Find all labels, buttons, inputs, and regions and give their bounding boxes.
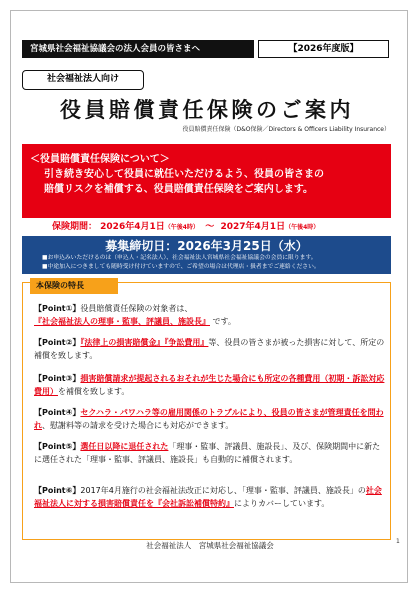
feature-point-5 [34,440,386,466]
deadline-text: 募集締切日：2026年3月25日（水） [105,239,308,253]
point-text: 「理事・監事、評議員、施設長」、及び、保険期間中に新たに選任された「理事・監事、評議員、施設長」も自動的に補償されます。 [34,442,381,464]
page-subtitle: 役員賠償責任保険（D&O保険／Directors & Officers Liability Insurance） [182,126,390,133]
point-text: を補償を致します。 [58,387,130,396]
point-highlight: 選任日以降に退任された [80,442,169,451]
point-label: 【Point⑥】 [34,486,81,495]
point-text: によりカバーしています。 [234,499,330,508]
point-highlight: 『法律上の損害賠償金』『争訟費用』 [80,338,209,347]
point-label: 【Point②】 [34,338,81,347]
period-end: 2027年4月1日 [220,222,286,232]
feature-point-6 [34,484,386,510]
page-number: 1 [396,538,400,545]
point-highlight: セクハラ・パワハラ等の雇用関係のトラブルにより、役員の皆さまが管理責任を問われ [34,408,384,430]
period-separator: ～ [205,222,215,232]
feature-point-1 [34,302,386,328]
point-highlight: 『社会福祉法人の理事・監事、評議員、施設長』 [34,317,210,326]
period-end-note: （午後4時） [285,224,320,231]
point-text: 役員賠償責任保険の対象者は、 [80,304,193,313]
audience-label: 社会福祉法人向け [22,70,144,90]
feature-point-3 [34,372,386,398]
intro-heading: ＜役員賠償責任保険について＞ [30,154,170,165]
intro-line-2: 賠償リスクを補償する、役員賠償責任保険をご案内します。 [44,184,313,195]
point-label: 【Point①】 [34,304,81,313]
notice-banner: 宮城県社会福祉協議会の法人会員の皆さまへ [22,40,254,58]
point-text: 等、役員の皆さまが被った損害に対して、所定の補償を致します。 [34,338,385,360]
feature-point-4 [34,406,386,432]
page-title: 役員賠償責任保険のご案内 [60,97,354,122]
point-highlight: 損害賠償請求が提起されるおそれが生じた場合にも所定の各種費用（初期・訴訟対応費用） [34,374,385,396]
deadline-box [22,236,391,274]
year-badge: 【2026年度版】 [258,40,389,58]
deadline-note-1: ■お申込みいただけるのは（申込人・記名法人）、社会福祉法人宮城県社会福祉協議会の会員に限ります。 [42,255,317,261]
point-highlight: 社会福祉法人に対する損害賠償責任を『会社訴訟補償特約』 [34,486,382,508]
intro-box [22,144,391,218]
intro-line-1: 引き続き安心して役員に就任いただけるよう、役員の皆さまの [44,169,324,180]
point-text: です。 [212,317,236,326]
point-text: 、慰謝料等の請求を受けた場合にも対応ができます。 [42,421,234,430]
period-label: 保険期間： [52,222,98,232]
feature-point-2 [34,336,386,362]
point-label: 【Point⑤】 [34,442,81,451]
point-label: 【Point③】 [34,374,81,383]
deadline-note-2: ■中途加入につきましても随時受け付けていますので、ご希望の場合は代理店・扱者までご連絡ください。 [42,264,320,270]
point-label: 【Point④】 [34,408,81,417]
footer-organization: 社会福祉法人 宮城県社会福祉協議会 [146,541,274,550]
point-text: 2017年4月施行の社会福祉法改正に対応し、「理事・監事、評議員、施設長」の [80,486,366,495]
period-start-note: （午後4時） [164,224,199,231]
insurance-period [22,218,391,236]
features-tab: 本保険の特長 [30,278,118,294]
period-start: 2026年4月1日 [100,222,165,232]
